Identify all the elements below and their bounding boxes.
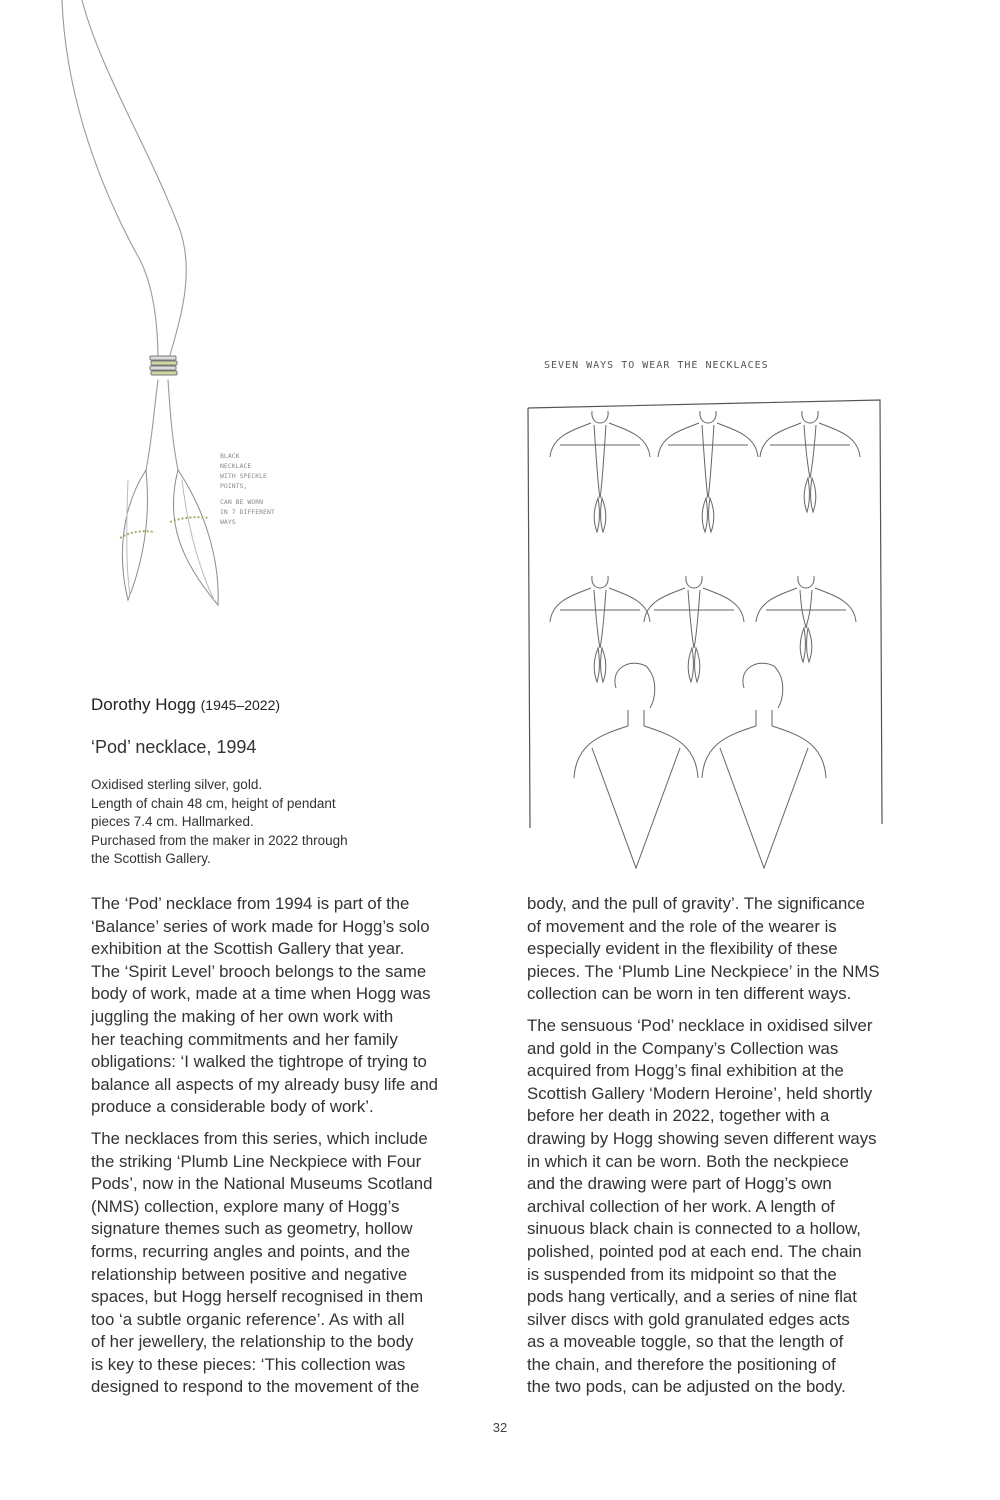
toggle-discs: [150, 356, 177, 375]
necklace-sketch: [30, 0, 320, 640]
pod-right: [173, 470, 218, 605]
body-line: is suspended from its midpoint so that the: [527, 1264, 837, 1284]
body-line: as a moveable toggle, so that the length of: [527, 1332, 844, 1352]
body-line: signature themes such as geometry, hollow: [91, 1219, 413, 1239]
body-line: forms, recurring angles and points, and the: [91, 1241, 411, 1261]
back-view-figure: [574, 663, 698, 868]
body-line: before her death in 2022, together with a: [527, 1106, 830, 1126]
body-line: (NMS) collection, explore many of Hogg’s: [91, 1196, 400, 1216]
body-line: acquired from Hogg’s final exhibition at the: [527, 1061, 844, 1081]
detail-line: Length of chain 48 cm, height of pendant: [91, 795, 336, 811]
body-line: The necklaces from this series, which include: [91, 1128, 428, 1148]
bust-figure: [644, 576, 744, 682]
body-line: collection can be worn in ten different ways.: [527, 984, 852, 1004]
body-line: the chain, and therefore the positioning of: [527, 1354, 836, 1374]
object-title: ‘Pod’ necklace, 1994: [91, 737, 257, 757]
body-line: The ‘Pod’ necklace from 1994 is part of the: [91, 894, 410, 913]
body-line: body, and the pull of gravity’. The significance: [527, 894, 866, 913]
body-line: exhibition at the Scottish Gallery that year.: [91, 939, 405, 959]
body-line: silver discs with gold granulated edges acts: [527, 1309, 850, 1329]
back-view-figure: [702, 663, 826, 868]
svg-text:NECKLACE: NECKLACE: [220, 462, 252, 470]
body-line: pieces. The ‘Plumb Line Neckpiece’ in the NMS: [527, 961, 880, 981]
svg-text:WITH SPECKLE: WITH SPECKLE: [220, 472, 267, 480]
body-line: and the drawing were part of Hogg’s own: [527, 1174, 832, 1194]
body-line: especially evident in the flexibility of these: [527, 939, 838, 959]
svg-text:POINTS,: POINTS,: [220, 482, 248, 490]
chain-lower-strand-1: [146, 380, 158, 470]
body-paragraph: [527, 1015, 907, 1399]
body-line: Scottish Gallery ‘Modern Heroine’, held shortly: [527, 1083, 873, 1103]
body-line: balance all aspects of my already busy life and: [91, 1074, 439, 1094]
body-line: too ‘a subtle organic reference’. As with all: [91, 1309, 405, 1329]
body-line: of movement and the role of the wearer is: [527, 916, 837, 936]
bust-figure: [550, 411, 650, 532]
body-line: her teaching commitments and her family: [91, 1029, 398, 1049]
body-line: body of work, made at a time when Hogg was: [91, 984, 431, 1004]
body-line: the striking ‘Plumb Line Neckpiece with Four: [91, 1151, 422, 1171]
chain-right-strand: [82, 0, 186, 362]
detail-line: pieces 7.4 cm. Hallmarked.: [91, 814, 254, 829]
body-column-right: [527, 893, 907, 1408]
body-paragraph: [91, 893, 471, 1119]
maker-heading: [91, 695, 280, 715]
page-number: 32: [492, 1420, 508, 1435]
body-line: relationship between positive and negative: [91, 1264, 408, 1284]
svg-text:CAN BE WORN: CAN BE WORN: [220, 498, 264, 506]
body-line: the two pods, can be adjusted on the body.: [527, 1377, 846, 1397]
chain-lower-strand-2: [168, 380, 178, 470]
svg-text:IN 7 DIFFERENT: IN 7 DIFFERENT: [220, 508, 275, 516]
body-paragraph: [527, 893, 907, 1006]
body-line: and gold in the Company’s Collection was: [527, 1038, 839, 1058]
detail-line: the Scottish Gallery.: [91, 851, 211, 866]
body-line: drawing by Hogg showing seven different ways: [527, 1128, 877, 1148]
maker-name: Dorothy Hogg: [91, 695, 196, 714]
body-line: of her jewellery, the relationship to the body: [91, 1332, 414, 1352]
detail-line: Oxidised sterling silver, gold.: [91, 777, 263, 792]
maker-dates: (1945–2022): [200, 697, 281, 713]
body-line: in which it can be worn. Both the neckpiece: [527, 1151, 849, 1171]
pod-left: [122, 470, 147, 600]
body-line: sinuous black chain is connected to a hollow,: [527, 1219, 861, 1239]
pod-pendants: [120, 470, 218, 605]
body-paragraph: [91, 1128, 471, 1399]
detail-line: Purchased from the maker in 2022 through: [91, 832, 348, 848]
wear-sketch-heading: SEVEN WAYS TO WEAR THE NECKLACES: [544, 360, 769, 371]
wear-sketch: [518, 338, 910, 883]
object-details: [91, 776, 411, 869]
svg-text:BLACK: BLACK: [220, 452, 240, 460]
body-line: Pods’, now in the National Museums Scotland: [91, 1174, 433, 1194]
body-line: produce a considerable body of work’.: [91, 1097, 374, 1117]
bust-figure: [550, 576, 650, 682]
body-line: obligations: ‘I walked the tightrope of trying to: [91, 1052, 427, 1072]
body-line: ‘Balance’ series of work made for Hogg’s solo: [91, 916, 430, 936]
body-line: polished, pointed pod at each end. The chain: [527, 1241, 862, 1261]
body-line: pods hang vertically, and a series of nine flat: [527, 1287, 857, 1307]
body-line: spaces, but Hogg herself recognised in them: [91, 1287, 424, 1307]
body-line: juggling the making of her own work with: [91, 1006, 394, 1026]
body-line: The sensuous ‘Pod’ necklace in oxidised silver: [527, 1015, 873, 1035]
bust-figure: [658, 411, 758, 532]
body-line: The ‘Spirit Level’ brooch belongs to the same: [91, 961, 427, 981]
chain-left-strand: [62, 0, 158, 362]
body-line: designed to respond to the movement of the: [91, 1377, 420, 1397]
sketch-note: [220, 452, 275, 526]
bust-figure: [756, 576, 856, 662]
body-line: is key to these pieces: ‘This collection was: [91, 1354, 406, 1374]
body-column-left: [91, 893, 471, 1408]
body-line: archival collection of her work. A length of: [527, 1196, 835, 1216]
svg-text:WAYS: WAYS: [220, 518, 236, 526]
bust-figure: [760, 411, 860, 512]
